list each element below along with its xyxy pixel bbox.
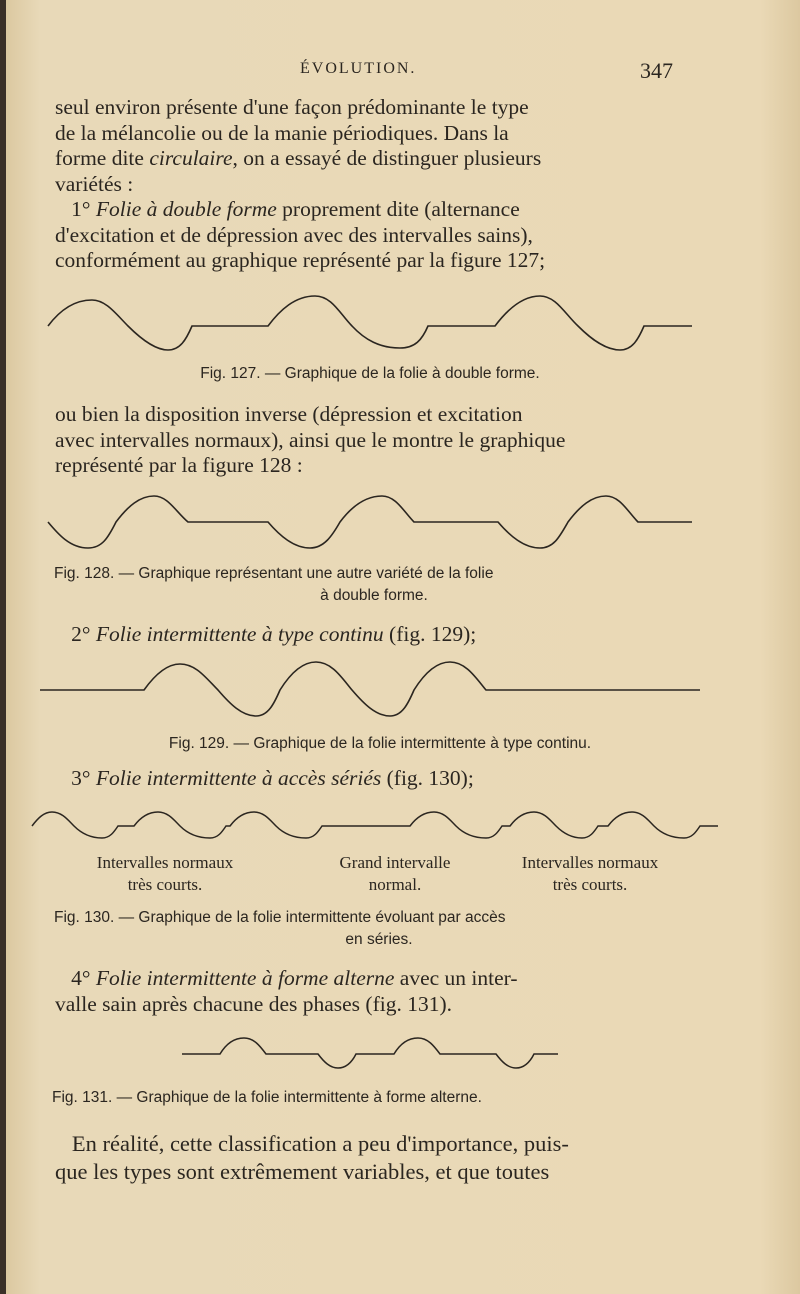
- figure-130-caption: [54, 907, 704, 951]
- text-line: ou bien la disposition inverse (dépression et excitation: [55, 402, 523, 426]
- text-line: valle sain après chacune des phases (fig. 131).: [55, 991, 453, 1016]
- page-number: 347: [640, 58, 673, 83]
- running-title: ÉVOLUTION.: [300, 60, 417, 77]
- label-line: normal.: [368, 875, 422, 894]
- text-line: variétés :: [55, 171, 134, 196]
- wave-line: [40, 662, 700, 716]
- text-line: avec un inter-: [394, 966, 518, 990]
- text-line: conformément au graphique représenté par la figure 127;: [55, 248, 546, 272]
- item-number: 2°: [71, 622, 91, 646]
- label-line: Intervalles normaux: [96, 853, 234, 872]
- text-line: En réalité, cette classification a peu d'importance, puis-: [71, 1131, 569, 1156]
- label-line: Intervalles normaux: [521, 853, 659, 872]
- text-line: représenté par la figure 128 :: [55, 453, 303, 477]
- text-line: (fig. 130);: [381, 766, 474, 790]
- paragraph-inverse: [55, 402, 685, 479]
- item-term: Folie intermittente à forme alterne: [95, 966, 395, 990]
- label-line: très courts.: [552, 875, 628, 894]
- item-4: [55, 966, 685, 1017]
- wave-line: [32, 812, 718, 838]
- figure-131-graph: [180, 1030, 560, 1080]
- page-binding-edge: [0, 0, 6, 1294]
- figure-128-caption: [54, 563, 694, 607]
- text-line: avec intervalles normaux), ainsi que le montre le graphique: [55, 427, 566, 452]
- figure-127-graph: [40, 292, 700, 358]
- item-term: Folie à double forme: [95, 197, 277, 221]
- text-line: proprement dite (alternance: [276, 197, 520, 221]
- caption-line: Fig. 128. — Graphique représentant une autre variété de la folie: [54, 565, 494, 582]
- caption-line: en séries.: [345, 931, 413, 948]
- text-line: que les types sont extrêmement variables, et que toutes: [55, 1159, 550, 1184]
- item-number: 1°: [71, 197, 91, 221]
- caption-line: à double forme.: [320, 587, 428, 604]
- figure-127-caption: Fig. 127. — Graphique de la folie à double forme.: [200, 365, 540, 382]
- text-line: forme dite: [55, 146, 150, 170]
- item-1: [55, 197, 685, 274]
- text-line: , on a essayé de distinguer plusieurs: [232, 146, 542, 170]
- figure-129-caption: Fig. 129. — Graphique de la folie intermittente à type continu.: [168, 735, 592, 752]
- wave-line: [48, 296, 692, 350]
- figure-128-graph: [40, 490, 700, 556]
- item-term: Folie intermittente à accès sériés: [95, 766, 382, 790]
- label-line: très courts.: [127, 875, 203, 894]
- italic-term: circulaire: [149, 146, 233, 170]
- text-line: de la mélancolie ou de la manie périodiques. Dans la: [55, 120, 509, 145]
- label-line: Grand intervalle: [339, 853, 451, 872]
- item-number: 3°: [71, 766, 91, 790]
- figure-130-label-left: [55, 852, 275, 896]
- running-header: [0, 58, 800, 88]
- item-term: Folie intermittente à type continu: [95, 622, 384, 646]
- paragraph-conclusion: [55, 1130, 685, 1186]
- item-3: [55, 766, 685, 792]
- item-number: 4°: [71, 966, 91, 990]
- item-2: [55, 622, 685, 648]
- figure-130-label-center: [285, 852, 505, 896]
- figure-131-caption: Fig. 131. — Graphique de la folie intermittente à forme alterne.: [52, 1089, 482, 1106]
- wave-line: [182, 1038, 558, 1068]
- text-line: seul environ présente d'une façon prédominante le type: [55, 95, 529, 119]
- wave-line: [48, 496, 692, 548]
- paragraph-intro: [55, 95, 685, 197]
- figure-130-label-right: [480, 852, 700, 896]
- caption-line: Fig. 130. — Graphique de la folie intermittente évoluant par accès: [54, 909, 506, 926]
- text-line: d'excitation et de dépression avec des intervalles sains),: [55, 222, 533, 247]
- figure-129-graph: [40, 656, 700, 726]
- text-line: (fig. 129);: [383, 622, 477, 646]
- figure-130-graph: [30, 806, 720, 846]
